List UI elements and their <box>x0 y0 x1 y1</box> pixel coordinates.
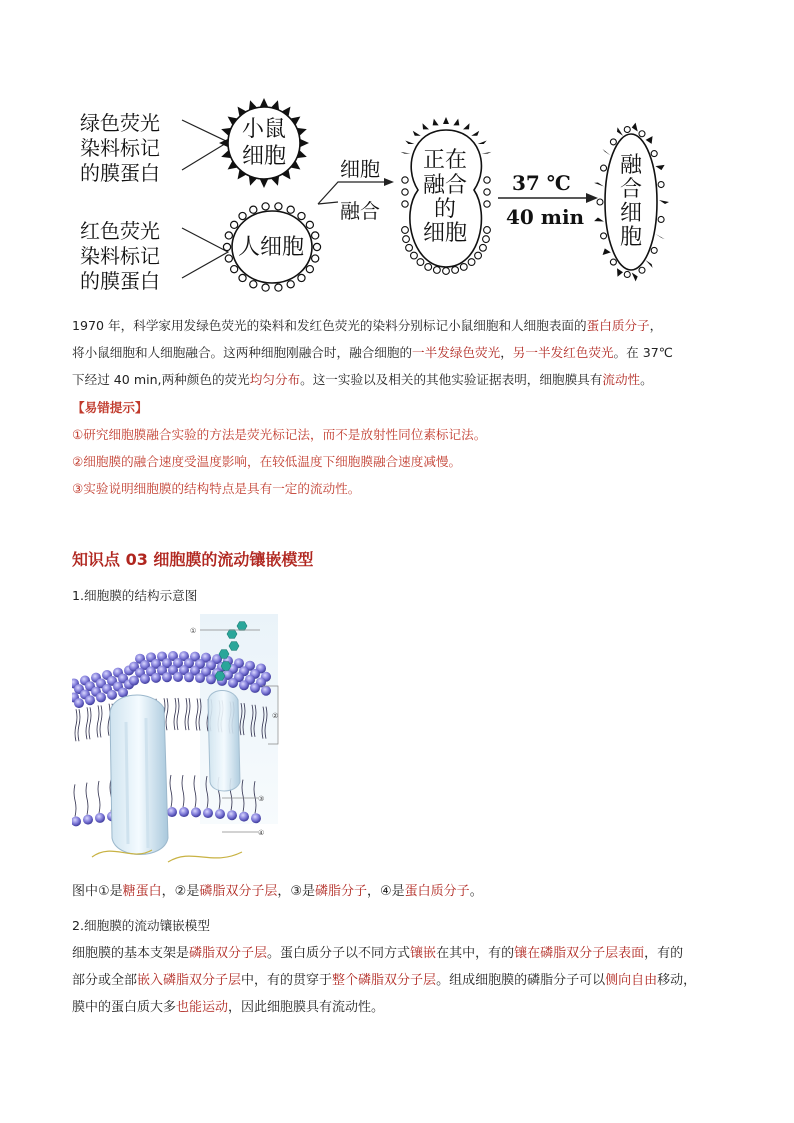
red-label-line2: 染料标记 <box>80 244 160 268</box>
model-line-1: 细胞膜的基本支架是磷脂双分子层。蛋白质分子以不同方式镶嵌在其中，有的镶在磷脂双分子层表面，有的 <box>72 946 684 961</box>
arrow2-temp: 37 ℃ <box>512 171 571 195</box>
cell-fusion-figure <box>78 92 678 302</box>
model-line-3: 膜中的蛋白质大多也能运动，因此细胞膜具有流动性。 <box>72 1000 385 1015</box>
green-bracket <box>182 120 228 170</box>
mouse-cell-label-2: 细胞 <box>242 144 287 169</box>
tips-title: 【易错提示】 <box>72 400 148 415</box>
fused-label-3: 细 <box>620 201 643 226</box>
mouse-cell-label-1: 小鼠 <box>242 117 287 142</box>
membrane-diagram <box>72 612 282 877</box>
fused-label-1: 融 <box>620 153 643 178</box>
fusing-cell <box>399 117 493 274</box>
green-label-line3: 的膜蛋白 <box>80 161 160 185</box>
red-bracket <box>182 228 228 278</box>
green-label-line2: 染料标记 <box>80 136 160 160</box>
tip-item-2: ②细胞膜的融合速度受温度影响，在较低温度下细胞膜融合速度减慢。 <box>72 454 462 469</box>
label-marker-4: ④ <box>258 829 265 837</box>
fused-label-4: 胞 <box>620 225 643 250</box>
tip-item-1: ①研究细胞膜融合实验的方法是荧光标记法，而不是放射性同位素标记法。 <box>72 427 487 442</box>
red-label-line3: 的膜蛋白 <box>80 269 160 293</box>
fusing-label-2: 融合 <box>423 173 468 198</box>
fusing-label-3: 的 <box>434 197 457 222</box>
protein-shape-2 <box>208 690 240 791</box>
model-line-2: 部分或全部嵌入磷脂双分子层中，有的贯穿于整个磷脂双分子层。组成细胞膜的磷脂分子可以侧向自由移动， <box>72 973 697 988</box>
label-marker-3: ③ <box>258 795 265 803</box>
experiment-line-2: 将小鼠细胞和人细胞融合。这两种细胞刚融合时，融合细胞的一半发绿色荧光，另一半发红色荧光。在 37℃ <box>72 345 673 360</box>
tip-item-3: ③实验说明细胞膜的结构特点是具有一定的流动性。 <box>72 481 361 496</box>
tips-block <box>72 394 732 502</box>
experiment-line-3: 下经过 40 min,两种颜色的荧光均匀分布。这一实验以及相关的其他实验证据表明，细胞膜具有流动性。 <box>72 372 653 387</box>
fusing-label-4: 细胞 <box>423 221 468 246</box>
fusing-label-1: 正在 <box>423 148 468 173</box>
membrane-caption: 图中①是糖蛋白，②是磷脂双分子层，③是磷脂分子，④是蛋白质分子。 <box>72 884 483 899</box>
human-cell <box>223 203 320 291</box>
mouse-cell <box>219 98 309 188</box>
subheading-model: 2.细胞膜的流动镶嵌模型 <box>72 918 210 933</box>
experiment-line-1: 1970 年，科学家用发绿色荧光的染料和发红色荧光的染料分别标记小鼠细胞和人细胞表面的蛋白质分子， <box>72 318 663 333</box>
arrow2-time: 40 min <box>506 205 585 229</box>
protein-shape <box>110 695 168 854</box>
label-marker-1: ① <box>190 627 197 635</box>
subheading-structure: 1.细胞膜的结构示意图 <box>72 588 198 603</box>
arrow1-label-2: 融合 <box>340 199 380 223</box>
arrow1-label-1: 细胞 <box>340 157 380 181</box>
human-cell-label: 人细胞 <box>238 235 305 260</box>
red-label-line1: 红色荧光 <box>80 219 160 243</box>
fused-cell <box>594 123 669 282</box>
label-marker-2: ② <box>272 712 279 720</box>
model-paragraph <box>72 940 736 1021</box>
fused-label-2: 合 <box>620 177 643 202</box>
section-title: 知识点 03 细胞膜的流动镶嵌模型 <box>72 550 314 569</box>
green-label-line1: 绿色荧光 <box>80 111 160 135</box>
experiment-paragraph <box>72 312 732 393</box>
